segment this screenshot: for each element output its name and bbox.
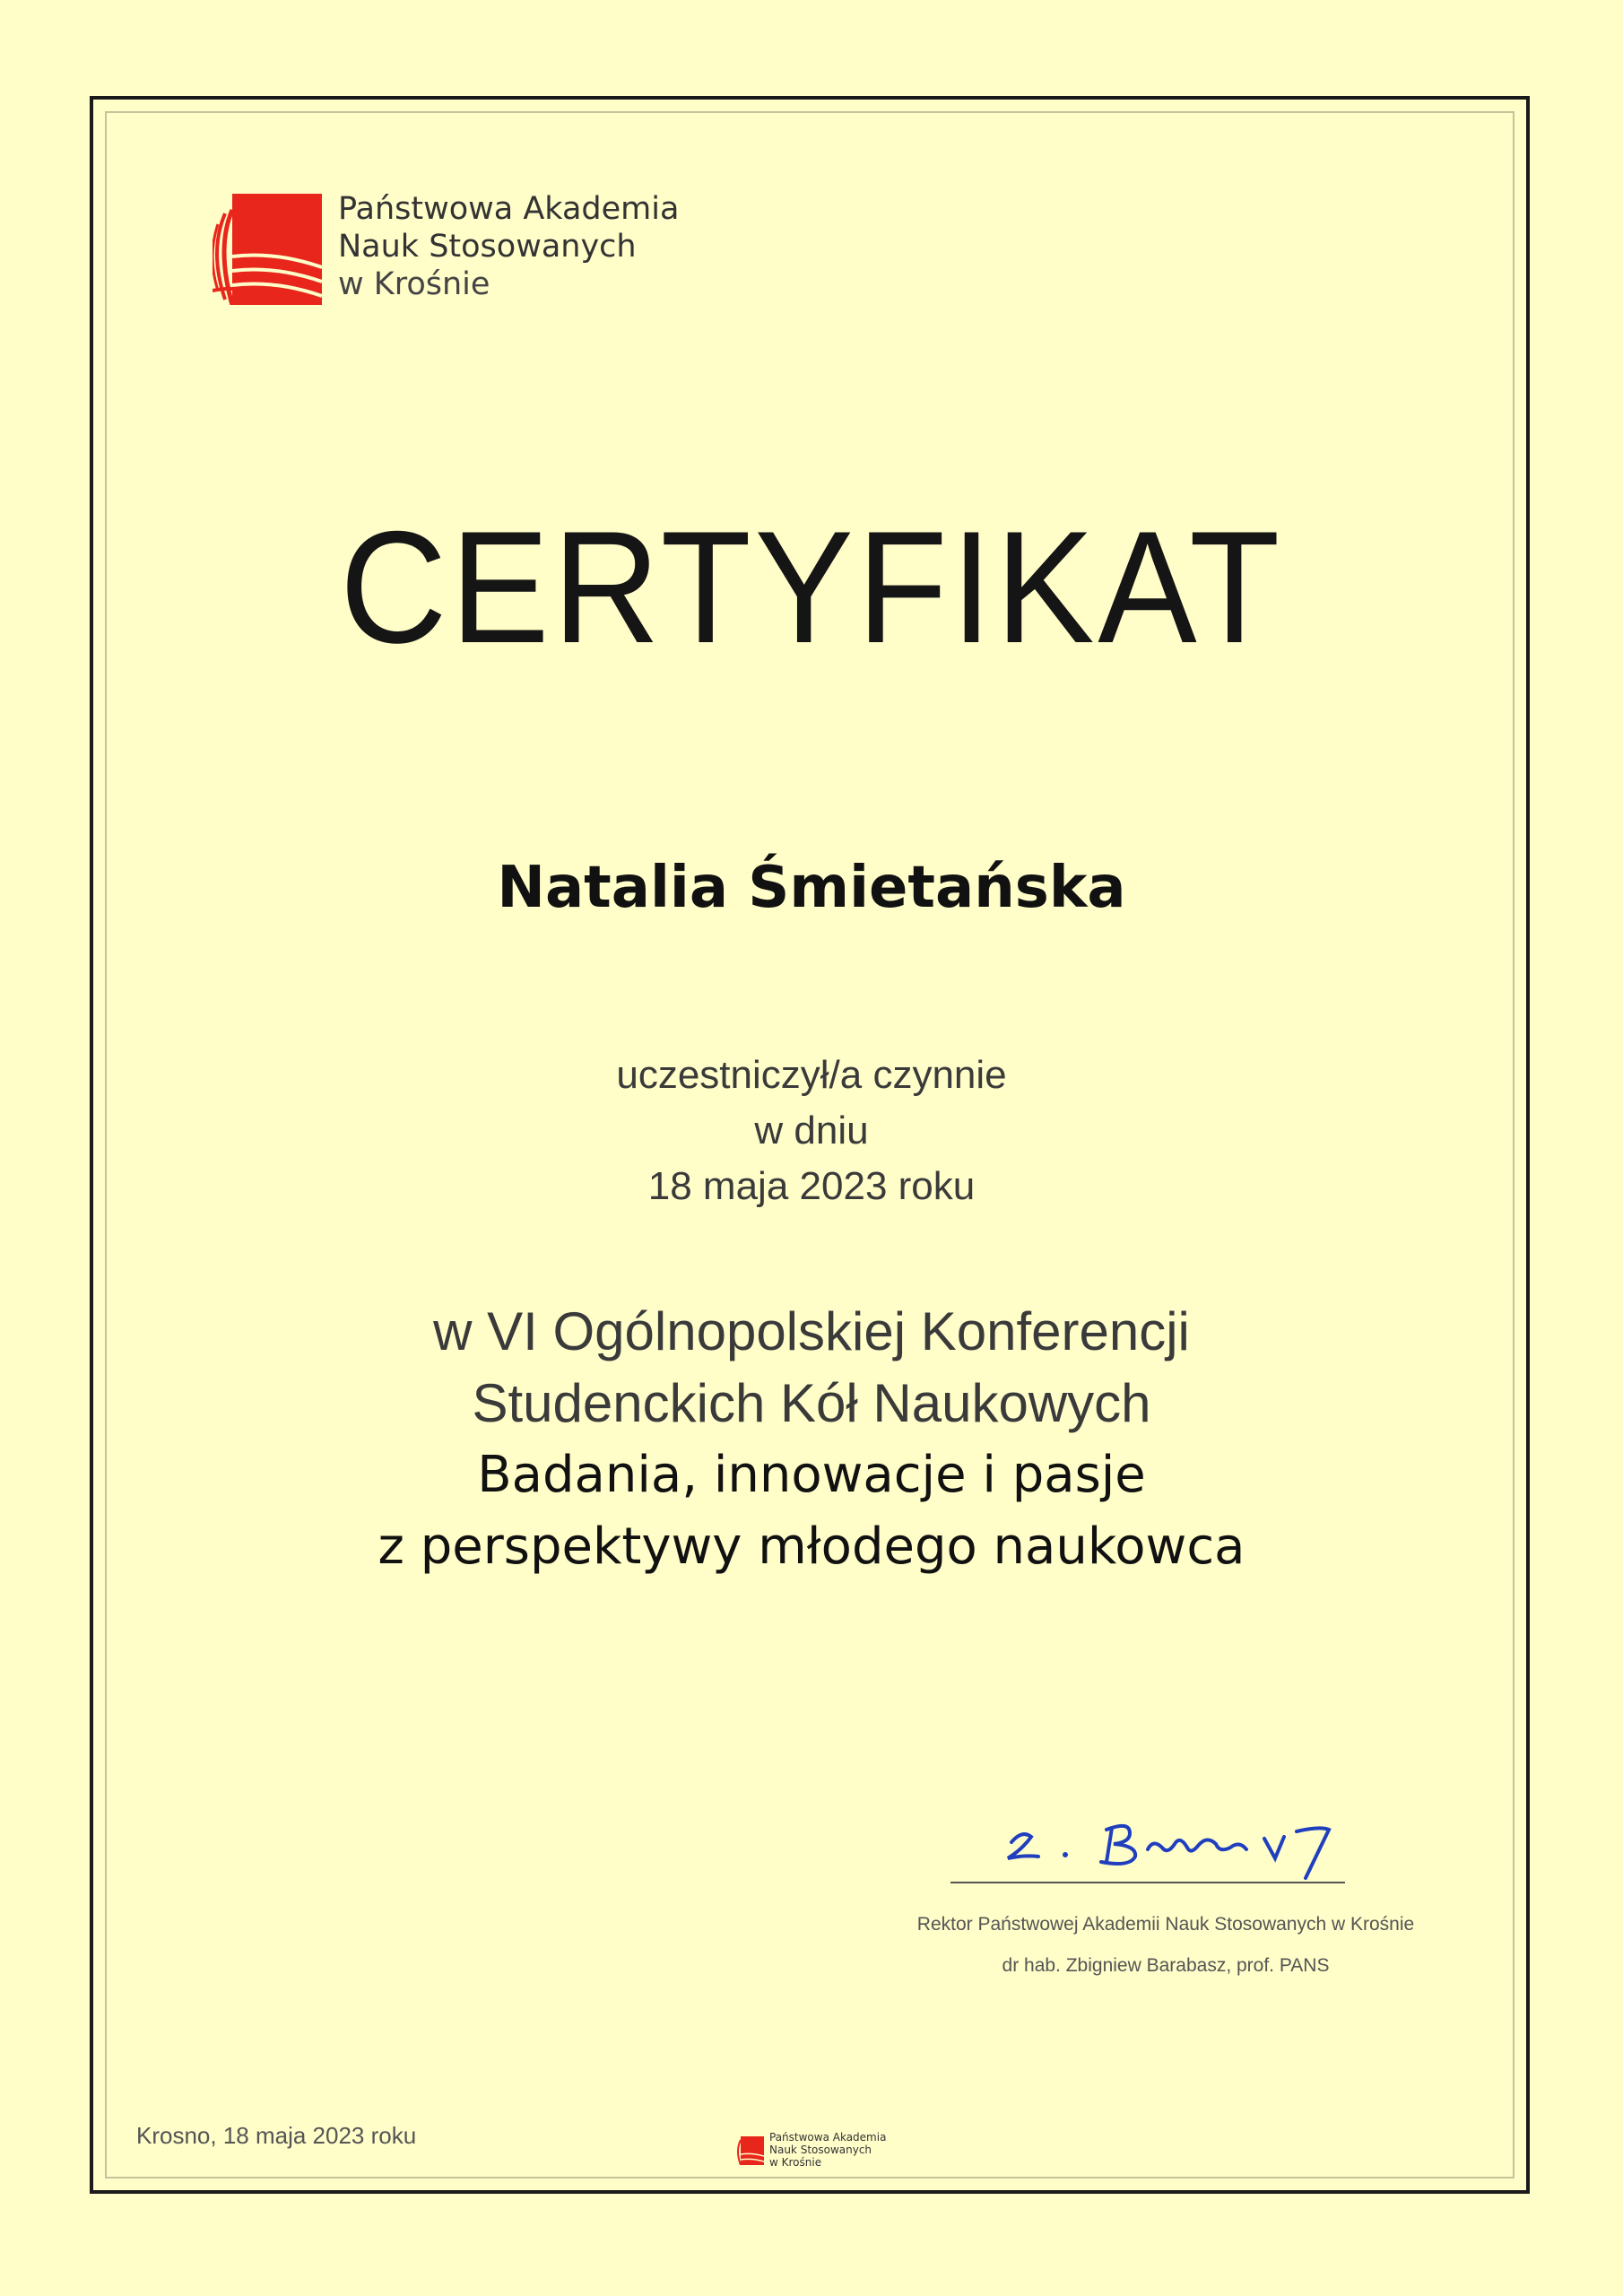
handwritten-signature (995, 1803, 1354, 1883)
place-date: Krosno, 18 maja 2023 roku (136, 2122, 417, 2149)
footer-logo-line1: Państwowa Akademia (769, 2131, 887, 2144)
certificate-title: CERTYFIKAT (339, 498, 1284, 676)
footer-logo (735, 2131, 915, 2170)
participation-text (0, 1048, 1623, 1214)
pans-logo-small-icon (735, 2136, 764, 2165)
institution-logo (213, 190, 715, 307)
participation-line: uczestniczył/a czynnie (616, 1053, 1007, 1097)
conference-title-line: Badania, innowacje i pasje (477, 1446, 1146, 1504)
participation-date: 18 maja 2023 roku (647, 1164, 976, 1208)
institution-name-line2: Nauk Stosowanych (338, 229, 637, 265)
pans-logo-icon (213, 194, 322, 305)
conference-title-line: z perspektywy młodego naukowca (378, 1518, 1245, 1576)
footer-logo-line2: Nauk Stosowanych (769, 2144, 872, 2156)
signature-line (950, 1882, 1345, 1883)
institution-name-line3: w Krośnie (338, 266, 490, 302)
conference-line: Studenckich Kół Naukowych (472, 1373, 1151, 1433)
conference-text (0, 1296, 1623, 1583)
footer-institution-name (769, 2131, 886, 2169)
institution-name (338, 190, 679, 303)
participation-line: w dniu (754, 1109, 869, 1152)
footer-logo-line3: w Krośnie (769, 2156, 822, 2169)
conference-line: w VI Ogólnopolskiej Konferencji (433, 1301, 1190, 1361)
institution-name-line1: Państwowa Akademia (338, 191, 680, 227)
recipient-name: Natalia Śmietańska (497, 855, 1126, 921)
signer-name: dr hab. Zbigniew Barabasz, prof. PANS (1002, 1955, 1330, 1976)
signer-role: Rektor Państwowej Akademii Nauk Stosowanych w Krośnie (916, 1914, 1415, 1935)
